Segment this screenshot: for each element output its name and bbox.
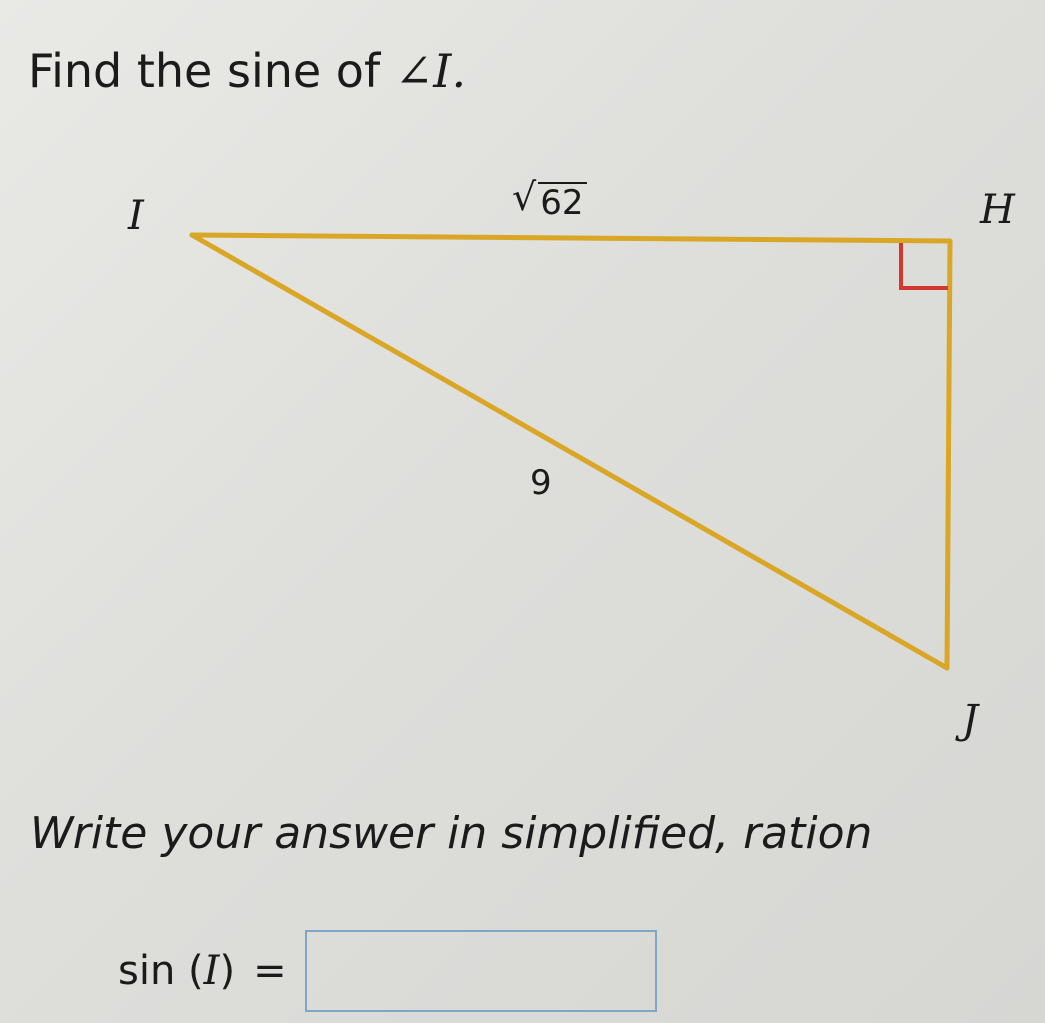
radicand: 62 — [538, 182, 587, 220]
question-angle: ∠I. — [394, 44, 467, 98]
instruction-text: Write your answer in simplified, ration — [30, 808, 873, 859]
side-hj — [947, 241, 950, 668]
angle-var: I — [203, 948, 220, 994]
vertex-label-j: J — [962, 697, 979, 743]
open-paren: ( — [188, 948, 204, 994]
equals-sign: = — [253, 948, 287, 994]
vertex-label-i: I — [128, 193, 144, 239]
side-ih — [192, 235, 950, 241]
answer-row — [118, 930, 657, 1012]
vertex-label-h: H — [980, 187, 1015, 233]
right-angle-marker — [901, 243, 948, 288]
side-ij-hypotenuse — [192, 235, 947, 668]
sine-expression — [118, 948, 236, 994]
question-prefix: Find the sine of — [28, 44, 395, 98]
radical-sign: √ — [512, 175, 537, 219]
side-label-ij: 9 — [530, 463, 552, 503]
close-paren: ) — [219, 948, 236, 994]
side-label-ih — [512, 175, 587, 223]
sine-func: sin — [118, 948, 176, 994]
answer-input[interactable] — [305, 930, 657, 1012]
